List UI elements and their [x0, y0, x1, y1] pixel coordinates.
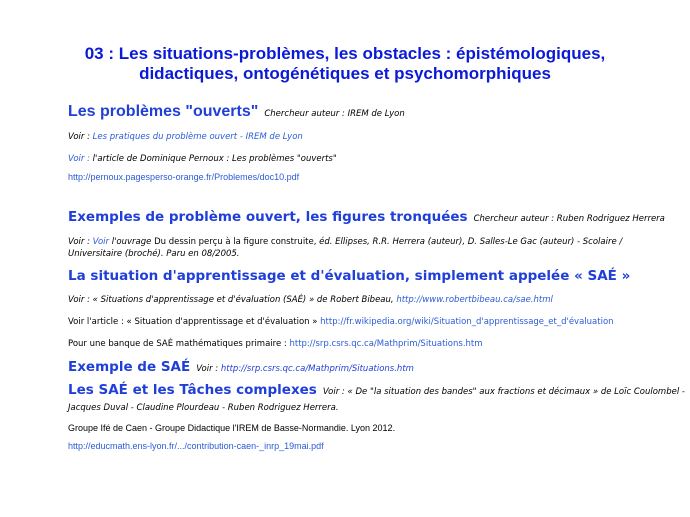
see-line-bank — [68, 338, 483, 350]
link-robertbibeau[interactable]: http://www.robertbibeau.ca/sae.html — [396, 295, 553, 305]
section-heading-sae-example — [68, 359, 414, 375]
title-line-2: didactiques, ontogénétiques et psychomorphiques — [139, 64, 551, 83]
see-label: Voir : — [68, 132, 93, 142]
authors-line: Jacques Duval - Claudine Plourdeau - Ruben Rodriguez Herrera. — [68, 403, 339, 413]
see-line-wikipedia — [68, 316, 614, 328]
book-line-2: Universitaire (broché). Paru en 08/2005. — [68, 249, 240, 259]
section-heading-open-problems — [68, 103, 405, 121]
book-intro: l'ouvrage — [111, 237, 155, 247]
heading-text: Exemples de problème ouvert, les figures tronquées — [68, 209, 468, 225]
see-label: Voir : — [68, 295, 93, 305]
see-note — [323, 387, 685, 397]
section-heading-truncated-figures — [68, 209, 665, 225]
researcher-note: Chercheur auteur : IREM de Lyon — [264, 109, 405, 119]
heading-text: Exemple de SAÉ — [68, 359, 191, 375]
researcher-note: Chercheur auteur : Ruben Rodriguez Herrera — [473, 214, 665, 224]
link-irem-lyon[interactable]: Les pratiques du problème ouvert - IREM de Lyon — [92, 132, 303, 142]
see-label: Voir : — [196, 364, 221, 374]
book-details: éd. Ellipses, R.R. Herrera (auteur), D. Salles-Le Gac (auteur) - Scolaire / — [319, 237, 623, 247]
group-line: Groupe Ifé de Caen - Groupe Didactique l'IREM de Basse-Normandie. Lyon 2012. — [68, 423, 396, 433]
link-wikipedia[interactable]: http://fr.wikipedia.org/wiki/Situation_d'apprentissage_et_d'évaluation — [320, 317, 614, 327]
heading-text: Les SAÉ et les Tâches complexes — [68, 382, 317, 398]
see-label: Voir : — [68, 154, 93, 164]
see-label: Voir : — [68, 237, 93, 247]
article-text: l'article de Dominique Pernoux : Les problèmes "ouverts" — [92, 154, 337, 164]
book-line-1 — [68, 236, 622, 248]
title-line-1: 03 : Les situations-problèmes, les obstacles : épistémologiques, — [84, 44, 606, 63]
see-line-1 — [68, 131, 303, 143]
bibeau-text: « Situations d'apprentissage et d'évaluation (SAÉ) » de Robert Bibeau, — [92, 295, 397, 305]
heading-text: Les problèmes "ouverts" — [68, 103, 259, 120]
see-label: Voir : — [322, 387, 348, 397]
section-heading-complex-tasks — [68, 382, 685, 398]
book-title: Du dessin perçu à la figure construite, — [154, 237, 320, 247]
see-line-2 — [68, 153, 337, 165]
bandes-text: « De "la situation des bandes" aux fractions et décimaux » de Loïc Coulombel - — [347, 387, 685, 397]
link-educmath-pdf[interactable]: http://educmath.ens-lyon.fr/.../contribution-caen-_inrp_19mai.pdf — [68, 441, 324, 451]
link-srp-situations-2[interactable]: http://srp.csrs.qc.ca/Mathprim/Situations.htm — [220, 364, 414, 374]
link-srp-situations[interactable]: http://srp.csrs.qc.ca/Mathprim/Situations.htm — [289, 339, 483, 349]
wikipedia-text: Voir l'article : « Situation d'apprentissage et d'évaluation » — [68, 317, 321, 327]
link-pernoux-pdf[interactable]: http://pernoux.pagesperso-orange.fr/Problemes/doc10.pdf — [68, 172, 300, 182]
see-line-bibeau — [68, 294, 553, 306]
bank-text: Pour une banque de SAÉ mathématiques primaire : — [68, 339, 290, 349]
page-title — [40, 44, 650, 84]
see-note — [196, 364, 414, 374]
see-blue: Voir — [92, 237, 112, 247]
section-heading-sae: La situation d'apprentissage et d'évaluation, simplement appelée « SAÉ » — [68, 268, 631, 284]
